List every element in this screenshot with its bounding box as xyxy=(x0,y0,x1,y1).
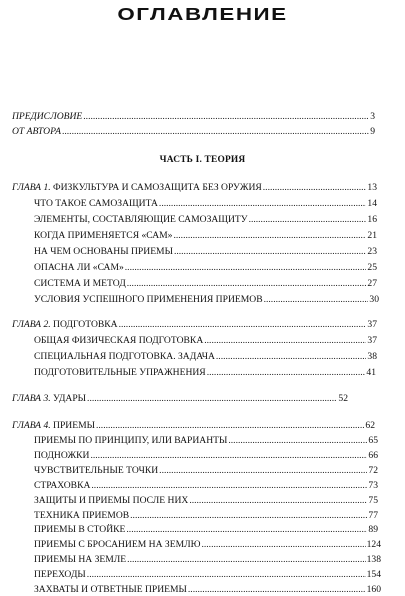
toc-entry xyxy=(34,366,376,379)
leader-dots xyxy=(216,350,367,363)
toc-entry xyxy=(34,449,378,462)
toc-entry xyxy=(34,509,378,522)
toc-entry-page: 154 xyxy=(366,569,381,581)
toc-entry xyxy=(34,434,378,447)
toc-entry-page: 16 xyxy=(367,214,377,225)
leader-dots xyxy=(127,277,367,290)
leader-dots xyxy=(201,538,365,551)
toc-entry-page: 37 xyxy=(367,335,377,346)
toc-entry xyxy=(34,245,377,258)
leader-dots xyxy=(174,245,366,258)
toc-entry-label: ОТ АВТОРА xyxy=(12,126,61,137)
toc-entry-page: 13 xyxy=(367,182,377,193)
toc-entry-page: 14 xyxy=(367,198,377,209)
leader-dots xyxy=(126,523,367,536)
leader-dots xyxy=(130,509,367,522)
chapter-name: УДАРЫ xyxy=(53,393,87,404)
toc-entry-page: 72 xyxy=(368,464,378,476)
toc-entry-label: ПРИЕМЫ В СТОЙКЕ xyxy=(34,524,126,536)
leader-dots xyxy=(83,110,369,123)
toc-entry-page: 62 xyxy=(365,420,375,431)
chapter-heading xyxy=(12,419,375,432)
toc-entry xyxy=(34,334,377,347)
chapter-name: ПРИЕМЫ xyxy=(53,420,95,431)
leader-dots xyxy=(125,261,367,274)
toc-entry-page: 23 xyxy=(367,246,377,257)
leader-dots xyxy=(204,334,366,347)
leader-dots xyxy=(90,449,367,462)
toc-entry-page: 66 xyxy=(368,449,378,461)
toc-entry-label: ЭЛЕМЕНТЫ, СОСТАВЛЯЮЩИЕ САМОЗАЩИТУ xyxy=(34,214,248,225)
toc-entry-page: 124 xyxy=(366,539,381,551)
leader-dots xyxy=(87,392,337,405)
toc-entry-page: 138 xyxy=(366,554,381,566)
toc-entry-label: ЗАЩИТЫ И ПРИЕМЫ ПОСЛЕ НИХ xyxy=(34,494,189,506)
toc-entry-preface xyxy=(12,110,375,123)
chapter-number: ГЛАВА 1. xyxy=(12,182,51,193)
leader-dots xyxy=(96,419,364,432)
toc-entry-label: УСЛОВИЯ УСПЕШНОГО ПРИМЕНЕНИЯ ПРИЕМОВ xyxy=(34,294,263,305)
toc-entry xyxy=(34,261,377,274)
chapter-title xyxy=(12,419,95,432)
toc-entry xyxy=(34,479,378,492)
leader-dots xyxy=(159,464,367,477)
toc-entry-label: ПЕРЕХОДЫ xyxy=(34,569,86,581)
toc-entry xyxy=(34,553,381,566)
leader-dots xyxy=(188,583,366,596)
toc-entry-label: НА ЧЕМ ОСНОВАНЫ ПРИЕМЫ xyxy=(34,246,173,257)
toc-entry-page: 89 xyxy=(368,524,378,536)
toc-entry-label: ПРИЕМЫ НА ЗЕМЛЕ xyxy=(34,554,127,566)
toc-entry-page: 3 xyxy=(370,111,375,122)
toc-entry-page: 27 xyxy=(367,278,377,289)
leader-dots xyxy=(127,553,365,566)
leader-dots xyxy=(87,568,366,581)
toc-entry-page: 37 xyxy=(367,319,377,330)
toc-entry-page: 160 xyxy=(366,584,381,595)
leader-dots xyxy=(263,181,367,194)
page-title: ОГЛАВЛЕНИЕ xyxy=(117,4,288,24)
toc-entry-label: СПЕЦИАЛЬНАЯ ПОДГОТОВКА. ЗАДАЧА xyxy=(34,351,215,362)
toc-entry xyxy=(34,350,377,363)
leader-dots xyxy=(228,434,367,447)
toc-entry xyxy=(34,538,381,551)
toc-entry-label: СИСТЕМА И МЕТОД xyxy=(34,278,126,289)
chapter-name: ПОДГОТОВКА xyxy=(53,319,118,330)
toc-entry-label: ЧУВСТВИТЕЛЬНЫЕ ТОЧКИ xyxy=(34,464,159,476)
chapter-heading xyxy=(12,392,348,405)
toc-entry-label: ОБЩАЯ ФИЗИЧЕСКАЯ ПОДГОТОВКА xyxy=(34,335,204,346)
toc-entry-label: ЗАХВАТЫ И ОТВЕТНЫЕ ПРИЕМЫ xyxy=(34,584,187,595)
toc-entry-page: 21 xyxy=(367,230,377,241)
toc-entry-page: 41 xyxy=(366,367,376,378)
chapter-number: ГЛАВА 4. xyxy=(12,420,51,431)
toc-entry-page: 73 xyxy=(368,479,378,491)
chapter-number: ГЛАВА 3. xyxy=(12,393,51,404)
chapter-name: ФИЗКУЛЬТУРА И САМОЗАЩИТА БЕЗ ОРУЖИЯ xyxy=(53,182,262,193)
chapter-title xyxy=(12,181,262,194)
toc-entry xyxy=(34,523,378,536)
toc-entry-label: КОГДА ПРИМЕНЯЕТСЯ «САМ» xyxy=(34,230,173,241)
leader-dots xyxy=(62,125,369,138)
toc-entry xyxy=(34,568,381,581)
part-heading: ЧАСТЬ I. ТЕОРИЯ xyxy=(159,155,246,165)
chapter-heading xyxy=(12,318,377,331)
chapter-title xyxy=(12,392,86,405)
toc-entry-page: 52 xyxy=(338,393,348,404)
toc-entry-label: ПОДНОЖКИ xyxy=(34,449,90,461)
toc-entry-label: ПРЕДИСЛОВИЕ xyxy=(12,111,83,122)
toc-entry xyxy=(34,464,378,477)
leader-dots xyxy=(159,197,366,210)
toc-entry-label: ПРИЕМЫ ПО ПРИНЦИПУ, ИЛИ ВАРИАНТЫ xyxy=(34,434,228,446)
leader-dots xyxy=(173,229,366,242)
toc-entry-label: ЧТО ТАКОЕ САМОЗАЩИТА xyxy=(34,198,158,209)
leader-dots xyxy=(119,318,367,331)
toc-entry xyxy=(34,197,377,210)
toc-entry-page: 25 xyxy=(367,262,377,273)
leader-dots xyxy=(207,366,366,379)
toc-entry xyxy=(34,293,379,306)
chapter-number: ГЛАВА 2. xyxy=(12,319,51,330)
toc-entry-page: 30 xyxy=(369,294,379,305)
toc-entry xyxy=(34,494,378,507)
leader-dots xyxy=(91,479,367,492)
toc-entry-page: 65 xyxy=(368,434,378,446)
toc-entry-label: СТРАХОВКА xyxy=(34,479,91,491)
leader-dots xyxy=(264,293,369,306)
toc-entry xyxy=(34,229,377,242)
toc-entry-page: 77 xyxy=(368,509,378,521)
toc-entry-from-author xyxy=(12,125,375,138)
leader-dots xyxy=(189,494,367,507)
chapter-heading xyxy=(12,181,377,194)
toc-entry-label: ПОДГОТОВИТЕЛЬНЫЕ УПРАЖНЕНИЯ xyxy=(34,367,206,378)
toc-entry xyxy=(34,277,377,290)
chapter-title xyxy=(12,318,118,331)
toc-entry-page: 9 xyxy=(370,126,375,137)
toc-entry-label: ТЕХНИКА ПРИЕМОВ xyxy=(34,509,130,521)
toc-entry-page: 75 xyxy=(368,494,378,506)
toc-entry-page: 38 xyxy=(367,351,377,362)
toc-entry-label: ПРИЕМЫ С БРОСАНИЕМ НА ЗЕМЛЮ xyxy=(34,539,201,551)
toc-entry xyxy=(34,213,377,226)
toc-entry-label: ОПАСНА ЛИ «САМ» xyxy=(34,262,124,273)
leader-dots xyxy=(249,213,367,226)
toc-entry-overflow xyxy=(34,583,381,596)
